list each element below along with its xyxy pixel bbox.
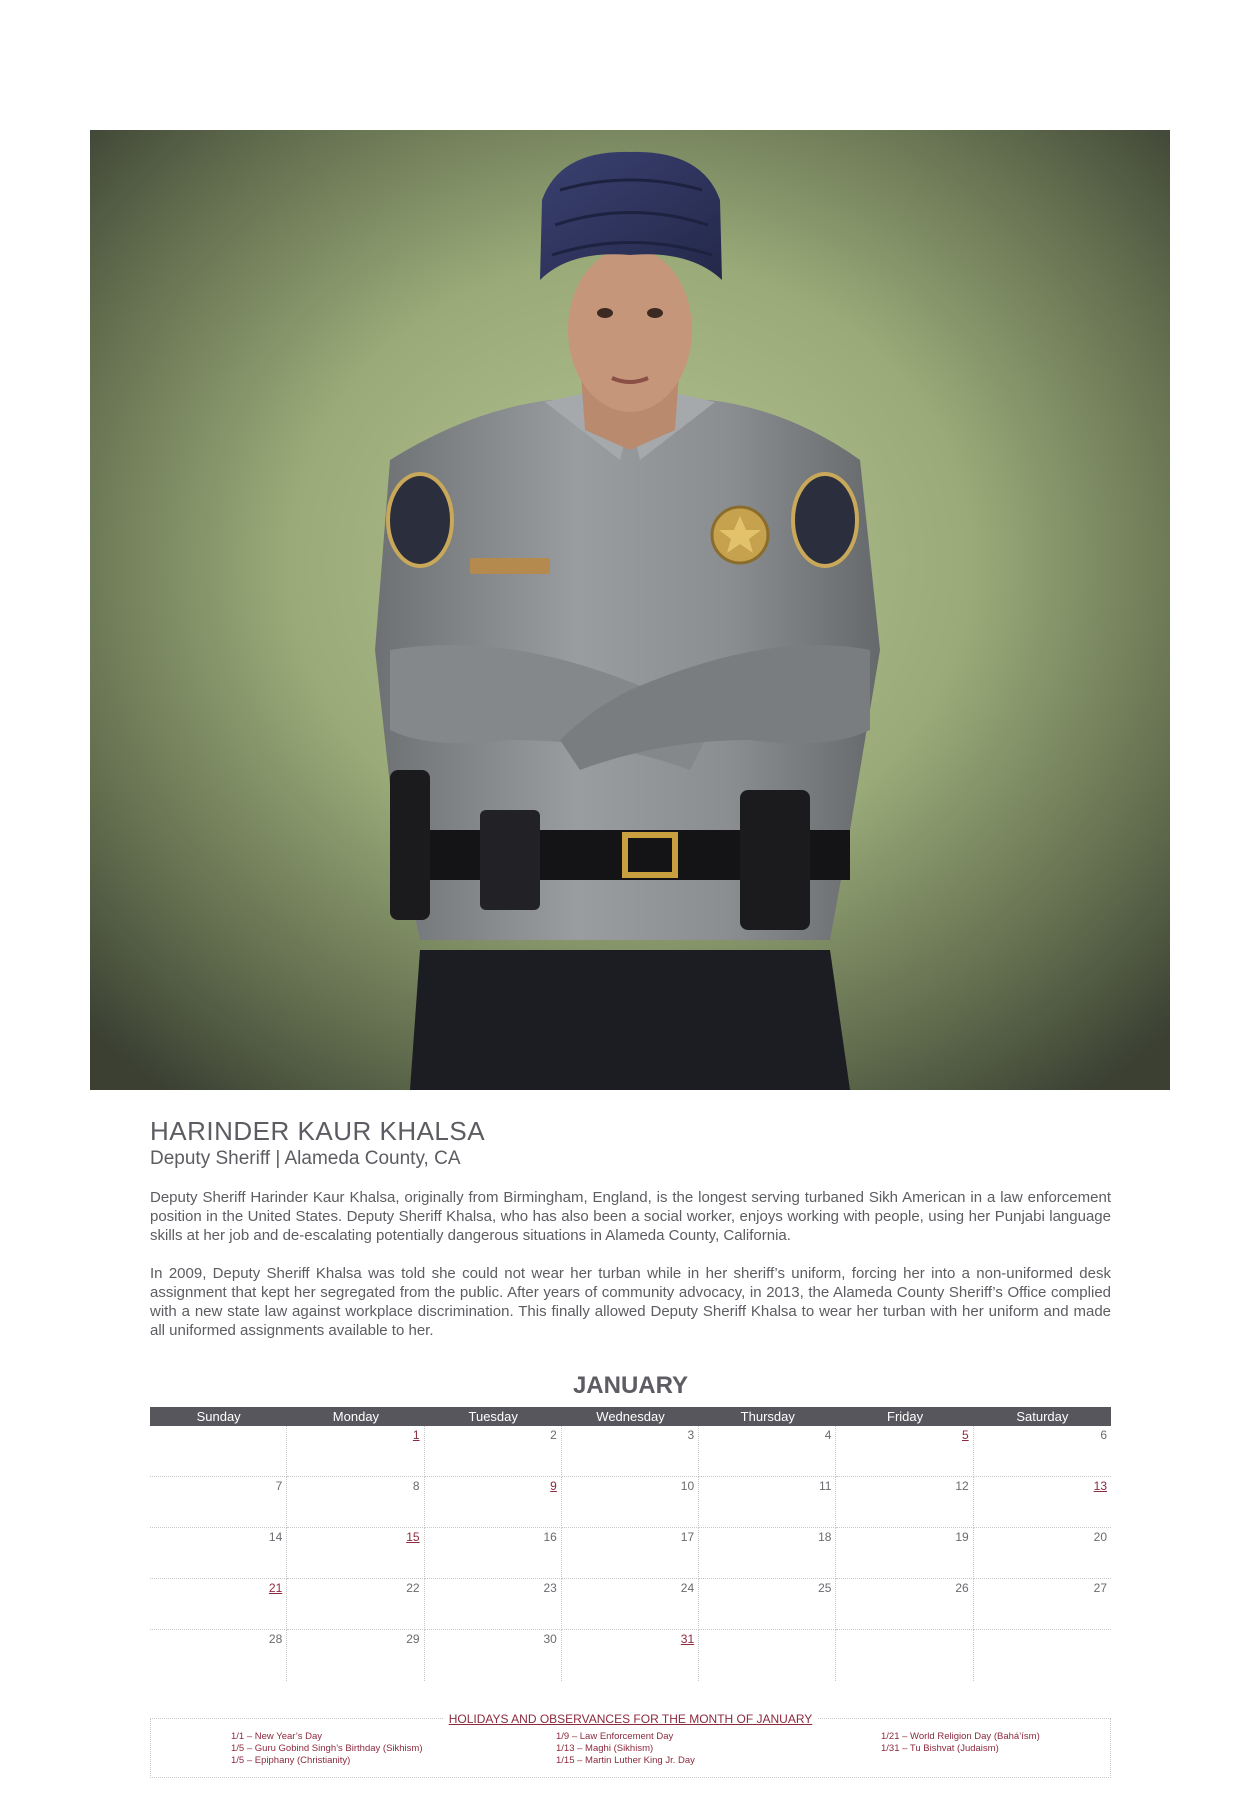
observances-column bbox=[556, 1731, 695, 1767]
weekday-monday: Monday bbox=[332, 1409, 380, 1424]
calendar-day-number: 20 bbox=[1093, 1530, 1107, 1544]
calendar-day-cell bbox=[974, 1630, 1111, 1681]
calendar-day-cell bbox=[699, 1579, 836, 1630]
calendar-day-cell bbox=[562, 1426, 699, 1477]
bio-paragraph: Deputy Sheriff Harinder Kaur Khalsa, originally from Birmingham, England, is the longest serving turbaned Sikh American in a law enforcement position in the United States. Deputy Sheriff Khalsa, who has also been a social worker, enjoys working with people, using her Punjabi language skills at her job and de-escalating potentially dangerous situations in Alameda County, California. bbox=[150, 1189, 1111, 1244]
calendar-day-number: 5 bbox=[962, 1428, 969, 1442]
calendar-day-number: 31 bbox=[680, 1632, 695, 1646]
calendar-day-cell bbox=[836, 1477, 973, 1528]
calendar-day-cell bbox=[562, 1579, 699, 1630]
calendar-day-number: 30 bbox=[543, 1632, 557, 1646]
observance-item: 1/5 – Epiphany (Christianity) bbox=[231, 1755, 351, 1766]
right-eye bbox=[647, 308, 663, 318]
calendar-day-cell bbox=[425, 1477, 562, 1528]
calendar bbox=[150, 1407, 1111, 1681]
calendar-day-number: 14 bbox=[268, 1530, 283, 1544]
pants bbox=[410, 950, 850, 1090]
calendar-day-cell bbox=[150, 1477, 287, 1528]
calendar-day-number: 25 bbox=[818, 1581, 832, 1595]
month-title: JANUARY bbox=[572, 1372, 689, 1399]
calendar-day-number: 23 bbox=[543, 1581, 557, 1595]
calendar-day-cell bbox=[836, 1630, 973, 1681]
calendar-day-number: 13 bbox=[1093, 1479, 1107, 1493]
observance-item: 1/13 – Maghi (Sikhism) bbox=[556, 1743, 654, 1754]
calendar-day-number: 17 bbox=[680, 1530, 695, 1544]
calendar-day-number: 18 bbox=[818, 1530, 832, 1544]
calendar-day-number: 27 bbox=[1093, 1581, 1107, 1595]
calendar-day-cell bbox=[974, 1477, 1111, 1528]
observance-item: 1/9 – Law Enforcement Day bbox=[556, 1731, 674, 1742]
calendar-day-cell bbox=[150, 1528, 287, 1579]
weekday-saturday: Saturday bbox=[1016, 1409, 1069, 1424]
calendar-day-number: 15 bbox=[406, 1530, 420, 1544]
name-tag bbox=[470, 558, 550, 574]
calendar-day-cell bbox=[287, 1579, 424, 1630]
calendar-day-cell bbox=[562, 1528, 699, 1579]
calendar-day-number: 2 bbox=[550, 1428, 557, 1442]
calendar-day-number: 9 bbox=[550, 1479, 557, 1493]
calendar-day-number: 8 bbox=[412, 1479, 420, 1493]
calendar-day-number: 28 bbox=[268, 1632, 283, 1646]
person-role: Deputy Sheriff | Alameda County, CA bbox=[150, 1148, 461, 1169]
baton-holder bbox=[390, 770, 430, 920]
calendar-day-cell bbox=[150, 1426, 287, 1477]
calendar-day-number: 29 bbox=[406, 1632, 420, 1646]
calendar-day-cell bbox=[287, 1477, 424, 1528]
calendar-day-number: 1 bbox=[412, 1428, 420, 1442]
calendar-day-number: 7 bbox=[275, 1479, 283, 1493]
bio-paragraph: In 2009, Deputy Sheriff Khalsa was told she could not wear her turban while in her sheriff’s uniform, forcing her into a non-uniformed desk assignment that kept her segregated from the public. After years of community advocacy, in 2013, the Alameda County Sheriff’s Office complied with a new state law against workplace discrimination. This finally allowed Deputy Sheriff Khalsa to wear her turban with her uniform and made all uniformed assignments available to her. bbox=[150, 1265, 1111, 1339]
calendar-day-number: 3 bbox=[687, 1428, 695, 1442]
calendar-day-cell bbox=[974, 1426, 1111, 1477]
calendar-day-cell bbox=[287, 1630, 424, 1681]
calendar-day-number: 12 bbox=[955, 1479, 969, 1493]
observance-item: 1/21 – World Religion Day (Bahá’ísm) bbox=[881, 1731, 1040, 1742]
calendar-day-cell bbox=[699, 1426, 836, 1477]
calendar-day-number: 24 bbox=[680, 1581, 695, 1595]
calendar-day-cell bbox=[836, 1579, 973, 1630]
calendar-day-number: 26 bbox=[955, 1581, 969, 1595]
calendar-day-cell bbox=[974, 1579, 1111, 1630]
portrait-illustration bbox=[90, 130, 1170, 1090]
weekday-friday: Friday bbox=[887, 1409, 924, 1424]
calendar-day-cell bbox=[425, 1579, 562, 1630]
weekday-header bbox=[150, 1407, 1111, 1426]
observances-column bbox=[881, 1731, 1040, 1755]
calendar-day-cell bbox=[836, 1426, 973, 1477]
calendar-day-cell bbox=[699, 1528, 836, 1579]
left-eye bbox=[597, 308, 613, 318]
calendar-day-cell bbox=[562, 1477, 699, 1528]
calendar-day-cell bbox=[287, 1528, 424, 1579]
calendar-day-cell bbox=[699, 1477, 836, 1528]
calendar-day-number: 19 bbox=[955, 1530, 969, 1544]
holster bbox=[740, 790, 810, 930]
calendar-day-cell bbox=[425, 1630, 562, 1681]
observance-item: 1/15 – Martin Luther King Jr. Day bbox=[556, 1755, 695, 1766]
weekday-sunday: Sunday bbox=[196, 1409, 241, 1424]
belt-pouch bbox=[480, 810, 540, 910]
shoulder-patch-right bbox=[793, 474, 857, 566]
weekday-thursday: Thursday bbox=[740, 1409, 795, 1424]
observances-column bbox=[231, 1731, 423, 1767]
weekday-wednesday: Wednesday bbox=[596, 1409, 665, 1424]
portrait-photo bbox=[90, 130, 1170, 1090]
calendar-day-cell bbox=[150, 1579, 287, 1630]
face bbox=[568, 248, 692, 412]
calendar-day-number: 21 bbox=[268, 1581, 283, 1595]
observance-item: 1/1 – New Year’s Day bbox=[231, 1731, 323, 1742]
calendar-day-number: 10 bbox=[680, 1479, 695, 1493]
shoulder-patch-left bbox=[388, 474, 452, 566]
calendar-day-cell bbox=[287, 1426, 424, 1477]
observances-box bbox=[150, 1712, 1111, 1778]
calendar-day-cell bbox=[974, 1528, 1111, 1579]
calendar-day-cell bbox=[425, 1426, 562, 1477]
calendar-day-cell bbox=[836, 1528, 973, 1579]
calendar-grid bbox=[150, 1426, 1111, 1681]
calendar-day-cell bbox=[150, 1630, 287, 1681]
person-name: HARINDER KAUR KHALSA bbox=[150, 1116, 486, 1146]
observance-item: 1/31 – Tu Bishvat (Judaism) bbox=[881, 1743, 999, 1754]
calendar-day-number: 11 bbox=[818, 1479, 832, 1493]
calendar-day-cell bbox=[425, 1528, 562, 1579]
calendar-day-cell bbox=[699, 1630, 836, 1681]
observance-item: 1/5 – Guru Gobind Singh’s Birthday (Sikhism) bbox=[231, 1743, 423, 1754]
calendar-day-number: 4 bbox=[824, 1428, 832, 1442]
calendar-day-number: 22 bbox=[406, 1581, 420, 1595]
calendar-day-cell bbox=[562, 1630, 699, 1681]
calendar-day-number: 6 bbox=[1100, 1428, 1107, 1442]
observances-title: HOLIDAYS AND OBSERVANCES FOR THE MONTH OF JANUARY bbox=[443, 1712, 819, 1726]
weekday-tuesday: Tuesday bbox=[468, 1409, 518, 1424]
calendar-day-number: 16 bbox=[543, 1530, 557, 1544]
